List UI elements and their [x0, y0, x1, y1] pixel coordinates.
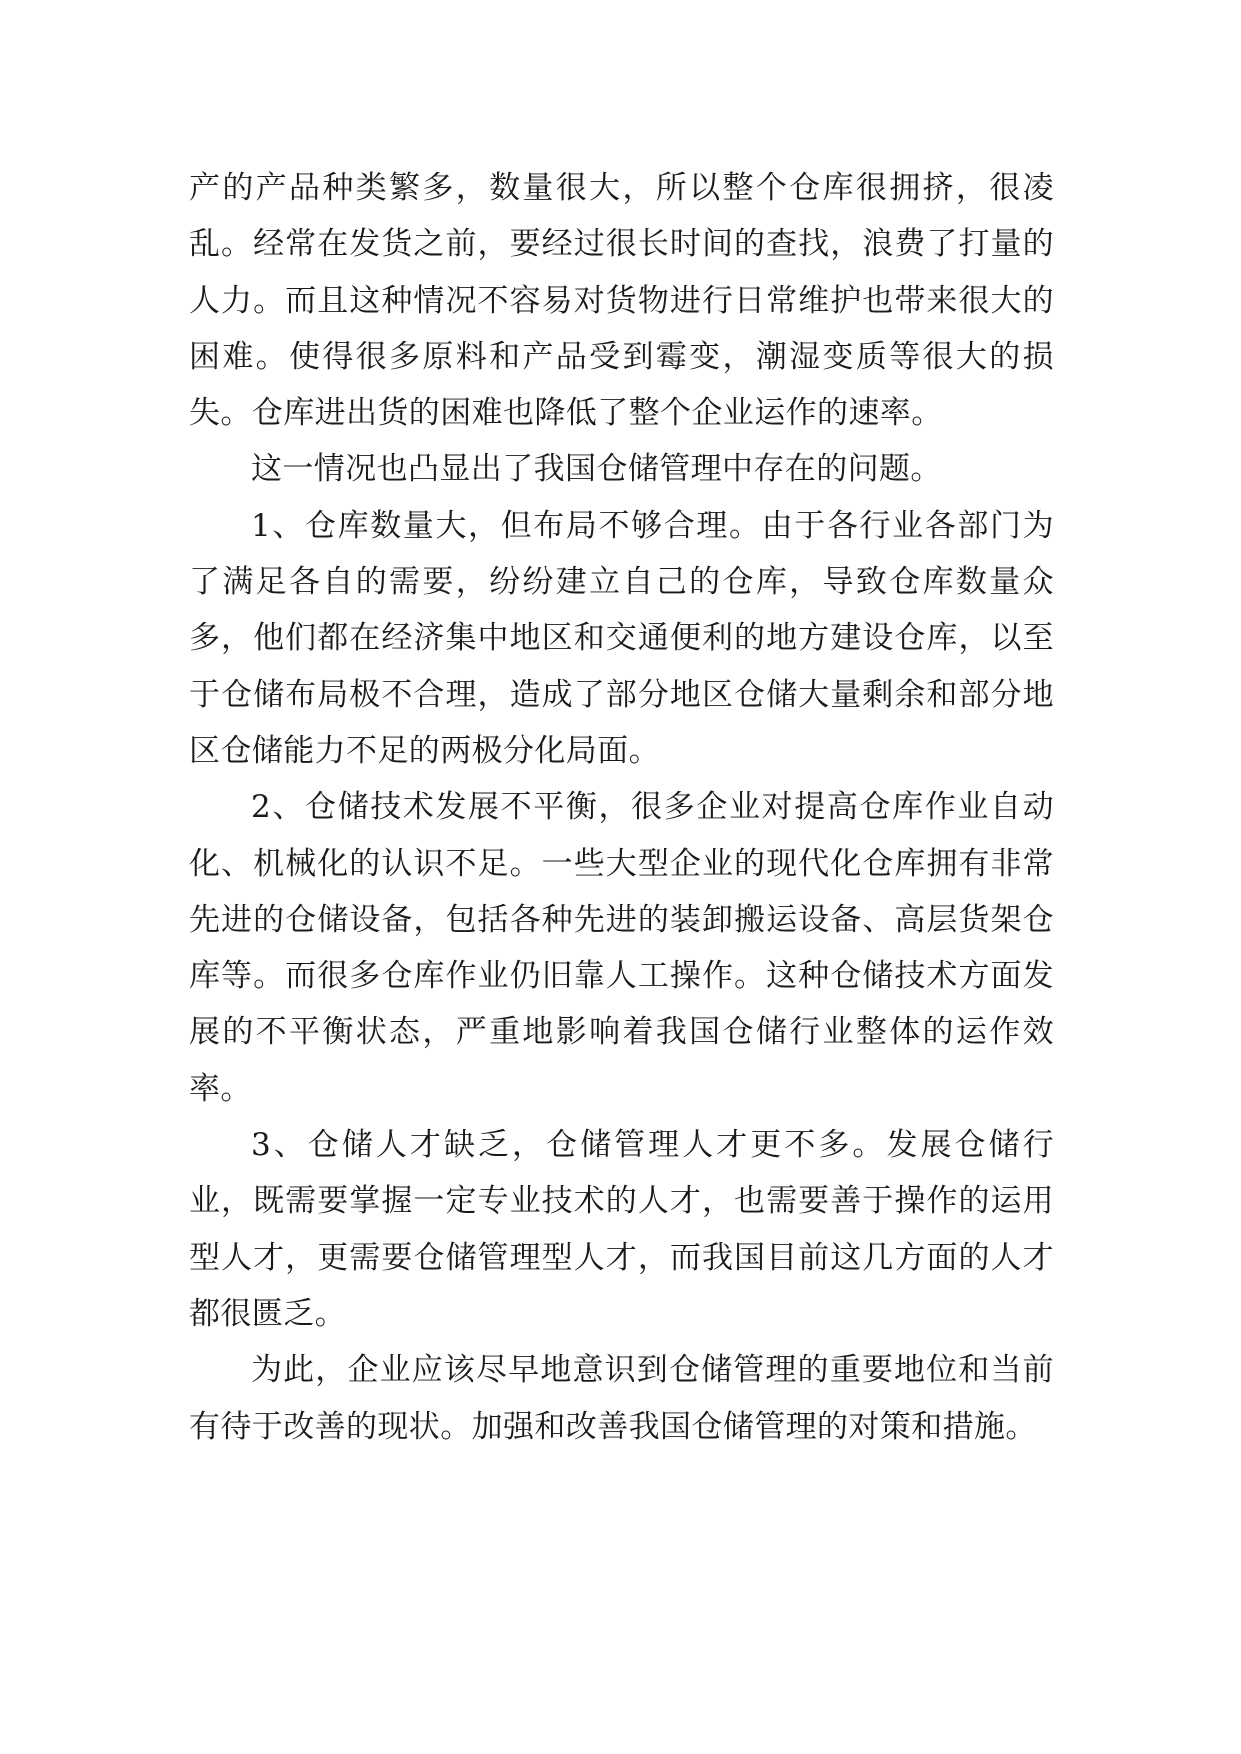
document-body: [189, 160, 1054, 1455]
paragraph-conclusion: 为此，企业应该尽早地意识到仓储管理的重要地位和当前有待于改善的现状。加强和改善我国仓储管理的对策和措施。: [189, 1352, 1054, 1445]
paragraph-point-1: 1、仓库数量大，但布局不够合理。由于各行业各部门为了满足各自的需要，纷纷建立自己的仓库，导致仓库数量众多，他们都在经济集中地区和交通便利的地方建设仓库，以至于仓储布局极不合理，造成了部分地区仓储大量剩余和部分地区仓储能力不足的两极分化局面。: [189, 507, 1054, 769]
paragraph-point-2: 2、仓储技术发展不平衡，很多企业对提高仓库作业自动化、机械化的认识不足。一些大型企业的现代化仓库拥有非常先进的仓储设备，包括各种先进的装卸搬运设备、高层货架仓库等。而很多仓库作业仍旧靠人工操作。这种仓储技术方面发展的不平衡状态，严重地影响着我国仓储行业整体的运作效率。: [189, 789, 1054, 1107]
paragraph-point-3: 3、仓储人才缺乏，仓储管理人才更不多。发展仓储行业，既需要掌握一定专业技术的人才，也需要善于操作的运用型人才，更需要仓储管理型人才，而我国目前这几方面的人才都很匮乏。: [189, 1127, 1054, 1332]
paragraph-problem-intro: 这一情况也凸显出了我国仓储管理中存在的问题。: [251, 451, 942, 488]
paragraph-continuation: 产的产品种类繁多，数量很大，所以整个仓库很拥挤，很凌乱。经常在发货之前，要经过很长时间的查找，浪费了打量的人力。而且这种情况不容易对货物进行日常维护也带来很大的困难。使得很多原料和产品受到霉变，潮湿变质等很大的损失。仓库进出货的困难也降低了整个企业运作的速率。: [189, 170, 1054, 432]
